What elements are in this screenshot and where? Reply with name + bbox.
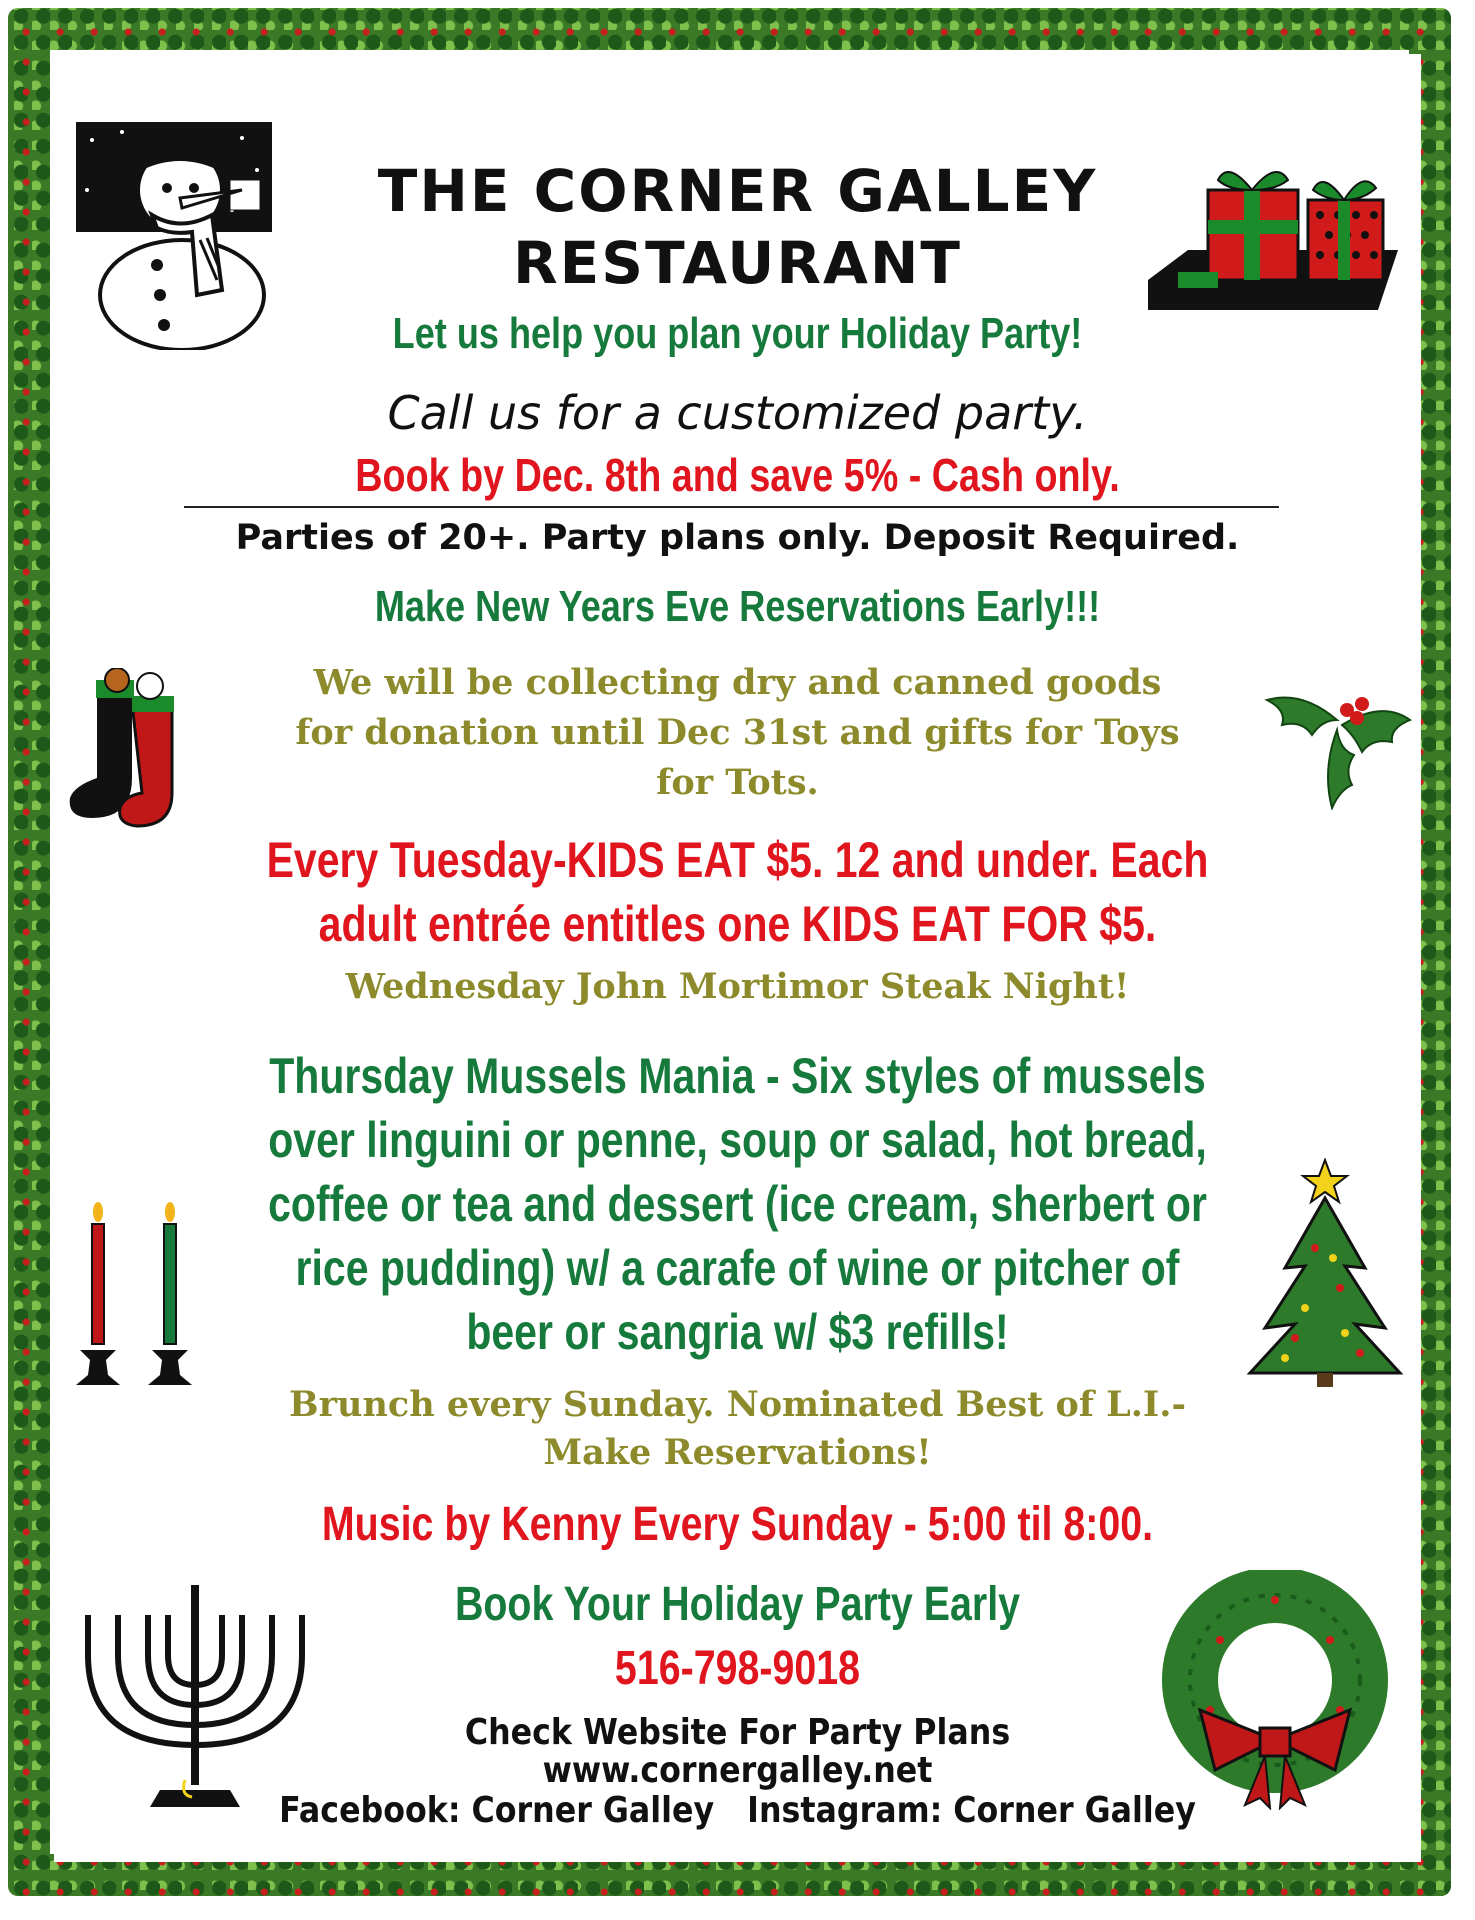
phone-number: 516-798-9018 [614,1642,861,1695]
social-media-handles: Facebook: Corner Galley Instagram: Corner Galley [279,1790,1196,1831]
brunch-line-2: Make Reservations! [543,1432,932,1473]
tuesday-special-line-2: adult entrée entitles one KIDS EAT FOR $5. [318,896,1157,952]
thursday-special-line-3: coffee or tea and dessert (ice cream, sherbert or [268,1176,1207,1232]
restaurant-name-line1: THE CORNER GALLEY [377,157,1098,225]
thursday-special-line-2: over linguini or penne, soup or salad, hot bread, [268,1112,1207,1168]
parties-note: Parties of 20+. Party plans only. Deposit Required. [235,518,1240,558]
website-link[interactable]: www.cornergalley.net [542,1750,933,1791]
thursday-special-line-4: rice pudding) w/ a carafe of wine or pitcher of [295,1240,1180,1296]
donation-line-3: for Tots. [656,762,819,803]
book-early-headline: Book Your Holiday Party Early [454,1578,1021,1631]
tuesday-special-line-1: Every Tuesday-KIDS EAT $5. 12 and under. Each [266,832,1209,888]
book-by-offer: Book by Dec. 8th and save 5% - Cash only. [355,449,1120,501]
new-years-eve-notice: Make New Years Eve Reservations Early!!! [374,582,1101,631]
donation-line-2: for donation until Dec 31st and gifts for Toys [295,712,1180,753]
check-website-text: Check Website For Party Plans [464,1712,1011,1753]
call-us-text: Call us for a customized party. [387,386,1088,440]
thursday-special-line-1: Thursday Mussels Mania - Six styles of mussels [269,1048,1206,1104]
divider-line [184,506,1279,508]
restaurant-name-line2: RESTAURANT [513,229,962,297]
music-notice: Music by Kenny Every Sunday - 5:00 til 8:00. [321,1498,1154,1551]
wednesday-special: Wednesday John Mortimor Steak Night! [345,966,1130,1007]
brunch-line-1: Brunch every Sunday. Nominated Best of L.I.- [289,1384,1186,1425]
plan-party-headline: Let us help you plan your Holiday Party! [392,309,1083,358]
thursday-special-line-5: beer or sangria w/ $3 refills! [466,1304,1009,1360]
donation-line-1: We will be collecting dry and canned goods [313,662,1162,703]
